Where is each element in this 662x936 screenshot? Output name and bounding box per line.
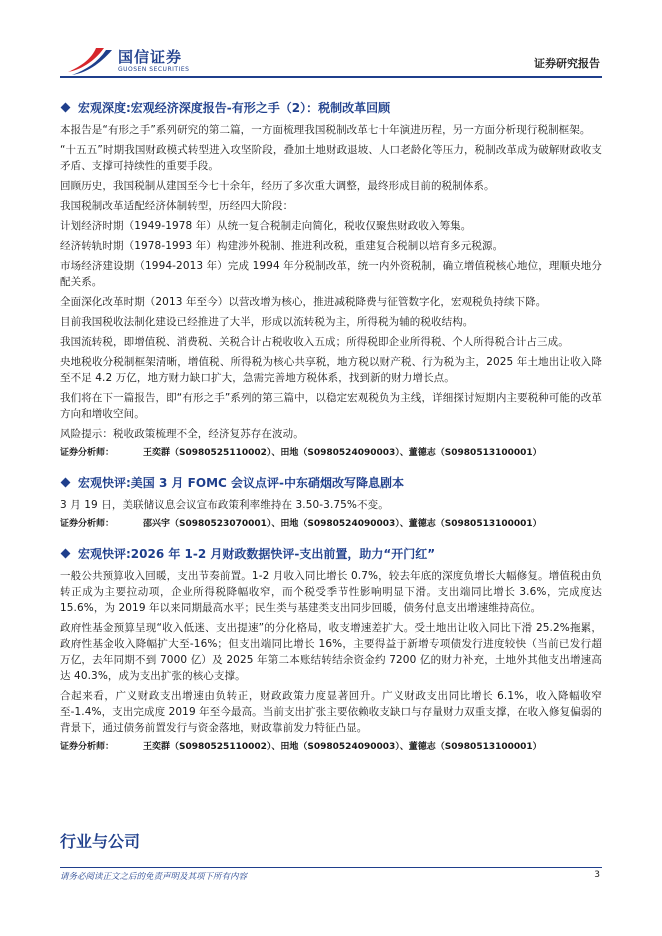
section-title-text: 宏观快评:2026 年 1-2 月财政数据快评-支出前置，助力“开门红”	[78, 546, 436, 561]
paragraph: 合起来看，广义财政支出增速由负转正，财政政策力度显著回升。广义财政支出同比增长 6.1%，收入降幅收窄至-1.4%，支出完成度 2019 年至今最高。当前支出扩张主要依赖收支缺口与存量财力双重支撑，在收入修复偏弱的背景下，通过债务前置发行与资金落地，财政靠前发力特征凸显。	[60, 690, 602, 734]
paragraph: 我国流转税，即增值税、消费税、关税合计占税收收入五成；所得税即企业所得税、个人所得税合计占三成。	[60, 336, 569, 348]
diamond-bullet-icon	[61, 548, 71, 558]
report-body	[60, 97, 602, 766]
section-fiscal-data	[60, 543, 602, 754]
footer-divider	[60, 867, 602, 868]
paragraph: 计划经济时期（1949-1978 年）从统一复合税制走向简化，税收仅聚焦财政收入筹集。	[60, 220, 472, 232]
analyst-label: 证券分析师：	[60, 742, 115, 752]
logo-english-name: GUOSEN SECURITIES	[118, 66, 190, 73]
section-tax-reform	[60, 97, 602, 460]
risk-warning: 风险提示：税收政策梳理不全，经济复苏存在波动。	[60, 428, 304, 440]
section-title	[60, 97, 602, 117]
analyst-names: 邵兴宇（S0980523070001）、田地（S0980524090003）、董德志（S0980513100001）	[143, 519, 542, 529]
paragraph: 本报告是“有形之手”系列研究的第二篇，一方面梳理我国税制改革七十年演进历程，另一方面分析现行税制框架。	[60, 124, 591, 136]
paragraph: 回顾历史，我国税制从建国至今七十余年，经历了多次重大调整，最终形成目前的税制体系。	[60, 180, 495, 192]
guosen-logo	[66, 42, 190, 78]
section-title-text: 宏观快评:美国 3 月 FOMC 会议点评-中东硝烟改写降息剧本	[78, 475, 404, 490]
logo-mark-icon	[66, 42, 116, 78]
analyst-names: 王奕群（S0980525110002）、田地（S0980524090003）、董德志（S0980513100001）	[143, 448, 542, 458]
analyst-label: 证券分析师：	[60, 448, 115, 458]
page-number: 3	[594, 870, 600, 880]
analyst-line	[60, 517, 602, 531]
page-header	[0, 0, 662, 84]
paragraph: 央地税收分税制框架清晰，增值税、所得税为核心共享税，地方税以财产税、行为税为主，2025 年土地出让收入降至不足 4.2 万亿，地方财力缺口扩大，急需完善地方税体系，找到新的财力增长点。	[60, 356, 602, 384]
paragraph: 3 月 19 日，美联储议息会议宣布政策利率维持在 3.50-3.75%不变。	[60, 499, 389, 511]
paragraph: 目前我国税收法制化建设已经推进了大半，形成以流转税为主，所得税为辅的税收结构。	[60, 316, 474, 328]
paragraph: 经济转轨时期（1978-1993 年）构建涉外税制、推进利改税，重建复合税制以培育多元税源。	[60, 240, 504, 252]
diamond-bullet-icon	[61, 102, 71, 112]
section-title	[60, 472, 602, 492]
paragraph: “十五五”时期我国财政模式转型进入攻坚阶段，叠加土地财政退坡、人口老龄化等压力，税制改革成为破解财政收支矛盾、支撑可持续性的重要手段。	[60, 144, 602, 172]
paragraph: 政府性基金预算呈现“收入低迷、支出提速”的分化格局，收支增速差扩大。受土地出让收入同比下滑 25.2%拖累，政府性基金收入降幅扩大至-16%；但支出端同比增长 16%，主要得益于新增专项债发行进度较快（当前已发行超万亿，去年同期不到 7000 亿）及 2025 年第二本账结转结余资金约 7200 亿的财力补充，土地外其他支出增速高达 40.3%，成为支出扩张的核心支撑。	[60, 622, 602, 682]
industry-section-title: 行业与公司	[60, 832, 141, 851]
section-title-text: 宏观深度:宏观经济深度报告-有形之手（2）：税制改革回顾	[78, 100, 391, 115]
header-divider	[60, 76, 602, 78]
paragraph: 我们将在下一篇报告，即“有形之手”系列的第三篇中，以稳定宏观税负为主线，详细探讨短期内主要税种可能的改革方向和增收空间。	[60, 392, 602, 420]
paragraph: 我国税制改革适配经济体制转型，历经四大阶段：	[60, 200, 294, 212]
section-title	[60, 543, 602, 563]
analyst-label: 证券分析师：	[60, 519, 115, 529]
analyst-line	[60, 446, 602, 460]
paragraph: 市场经济建设期（1994-2013 年）完成 1994 年分税制改革，统一内外资税制，确立增值税核心地位，理顺央地分配关系。	[60, 260, 602, 288]
report-type-label: 证券研究报告	[534, 57, 600, 70]
paragraph: 一般公共预算收入回暖，支出节奏前置。1-2 月收入同比增长 0.7%，较去年底的深度负增长大幅修复。增值税由负转正成为主要拉动项，企业所得税降幅收窄，而个税受季节性影响明显下滑。支出端同比增长 3.6%，完成度达 15.6%，为 2019 年以来同期最高水平；民生类与基建类支出同步回暖，债务付息支出增速维持高位。	[60, 570, 602, 614]
analyst-names: 王奕群（S0980525110002）、田地（S0980524090003）、董德志（S0980513100001）	[143, 742, 542, 752]
logo-chinese-name: 国信证券	[118, 48, 183, 66]
diamond-bullet-icon	[61, 477, 71, 487]
footer-disclaimer: 请务必阅读正文之后的免责声明及其项下所有内容	[60, 872, 248, 882]
paragraph: 全面深化改革时期（2013 年至今）以营改增为核心，推进减税降费与征管数字化，宏观税负持续下降。	[60, 296, 547, 308]
section-fomc	[60, 472, 602, 531]
analyst-line	[60, 740, 602, 754]
